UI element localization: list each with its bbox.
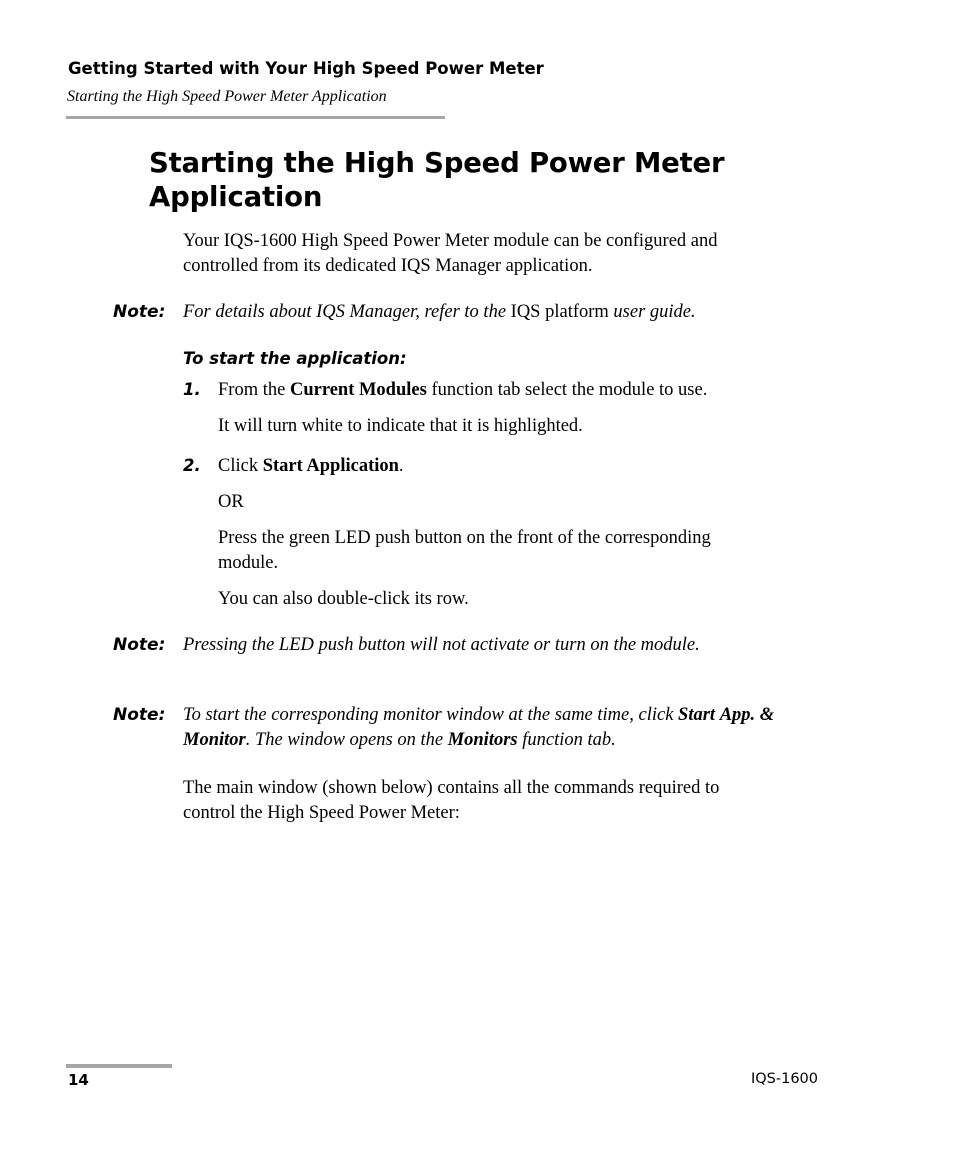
note-text-bold: App. & Monitor: [183, 705, 775, 750]
note-label: Note:: [113, 635, 166, 655]
section-heading: [149, 146, 724, 214]
closing-line2: control the High Speed Power Meter:: [183, 802, 460, 823]
procedure-title: To start the application:: [183, 349, 407, 368]
step-also: You can also double-click its row.: [218, 589, 469, 609]
note-text-part: user guide.: [608, 302, 696, 322]
page-number: 14: [68, 1071, 89, 1089]
running-header-title: Getting Started with Your High Speed Power Meter: [68, 59, 544, 78]
note-text: Pressing the LED push button will not activate or turn on the module.: [183, 635, 700, 655]
step-alternative-line1: Press the green LED push button on the front of the corresponding: [218, 528, 711, 548]
step-text-bold: Start Application: [262, 456, 399, 476]
running-header-subtitle: Starting the High Speed Power Meter Application: [67, 88, 387, 105]
step-text: [218, 454, 404, 479]
footer-model: IQS-1600: [750, 1071, 818, 1087]
intro-line2: controlled from its dedicated IQS Manager application.: [183, 255, 593, 276]
step-text: [218, 378, 707, 403]
intro-line1: Your IQS-1600 High Speed Power Meter module can be configured and: [183, 231, 718, 251]
step-text-part: .: [398, 456, 404, 476]
note-text-part: To start the corresponding monitor window at the same time, click: [183, 705, 679, 725]
note-label: Note:: [113, 302, 166, 322]
note-text-part: function tab.: [517, 730, 616, 750]
section-heading-line2: Application: [149, 181, 323, 213]
step-text-part: From the: [218, 380, 290, 400]
step-alternative-line2: module.: [218, 552, 279, 573]
step-text-part: function tab select the module to use.: [426, 380, 708, 400]
note-text-bold: Monitors: [447, 730, 518, 750]
note-text-bold: Start: [678, 705, 716, 725]
step-alternative: [218, 526, 711, 575]
step-number: 1.: [183, 380, 201, 399]
footer-rule: [66, 1064, 172, 1068]
note-text-part: For details about IQS Manager, refer to the: [183, 302, 511, 322]
closing-line1: The main window (shown below) contains all the commands required to: [183, 778, 720, 798]
note-text-part: . The window opens on the: [245, 730, 448, 750]
note-label: Note:: [113, 705, 166, 725]
header-rule: [66, 116, 445, 119]
step-text-part: Click: [218, 456, 263, 476]
closing-paragraph: [183, 776, 719, 825]
step-or: OR: [218, 492, 244, 512]
section-heading-line1: Starting the High Speed Power Meter: [149, 147, 725, 179]
note-text-platform: IQS platform: [510, 302, 609, 322]
step-number: 2.: [183, 456, 201, 475]
step-text-bold: Current Modules: [289, 380, 427, 400]
note-text: [183, 703, 823, 753]
note-text: [183, 300, 696, 325]
step-detail: It will turn white to indicate that it is highlighted.: [218, 416, 583, 436]
intro-paragraph: [183, 229, 718, 278]
